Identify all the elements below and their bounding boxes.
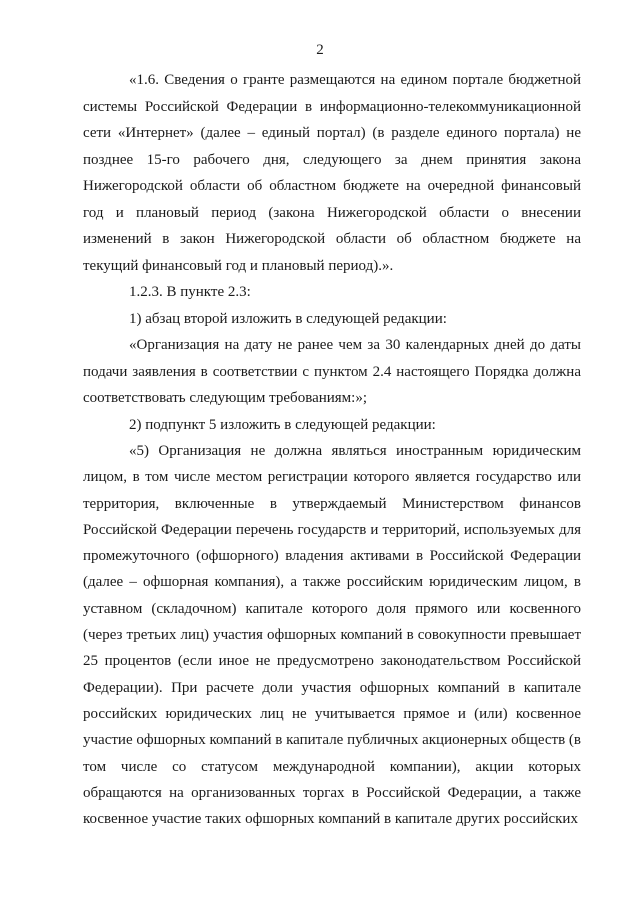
- page-number: 2: [316, 42, 324, 58]
- paragraph-item-1-2-3: 1.2.3. В пункте 2.3:: [129, 284, 251, 300]
- paragraph-grant-info: «1.6. Сведения о гранте размещаются на едином портале бюджетной системы Российской Федерации в информационно-телекоммуникационной сети «Интернет» (далее – единый портал) (в разделе единого портала) не позднее 15-го рабочего дня, следующего за днем принятия закона Нижегородской области об областном бюджете на очередной финансовый год и плановый период (закона Нижегородской области о внесении изменений в закон Нижегородской области об областном бюджете на текущий финансовый год и плановый период).».: [83, 72, 581, 274]
- document-body: [83, 67, 581, 832]
- paragraph-offshore-rule: «5) Организация не должна являться иностранным юридическим лицом, в том числе местом регистрации которого является государство или территория, включенные в утверждаемый Министерством финансов Российской Федерации перечень государств и территорий, используемых для промежуточного (офшорного) владения активами в Российской Федерации (далее – офшорная компания), а также российским юридическим лицом, в уставном (складочном) капитале которого доля прямого или косвенного (через третьих лиц) участия офшорных компаний в совокупности превышает 25 процентов (если иное не предусмотрено законодательством Российской Федерации). При расчете доли участия офшорных компаний в капитале российских юридических лиц не учитывается прямое и (или) косвенное участие офшорных компаний в капитале публичных акционерных обществ (в том числе со статусом международной компании), акции которых обращаются на организованных торгах в Российской Федерации, а также косвенное участие таких офшорных компаний в капитале других российских: [83, 443, 581, 828]
- paragraph-subitem-2: 2) подпункт 5 изложить в следующей редакции:: [129, 416, 436, 433]
- paragraph-subitem-1: 1) абзац второй изложить в следующей редакции:: [129, 310, 447, 327]
- paragraph-organization-requirements: «Организация на дату не ранее чем за 30 календарных дней до даты подачи заявления в соответствии с пунктом 2.4 настоящего Порядка должна соответствовать следующим требованиям:»;: [83, 337, 581, 406]
